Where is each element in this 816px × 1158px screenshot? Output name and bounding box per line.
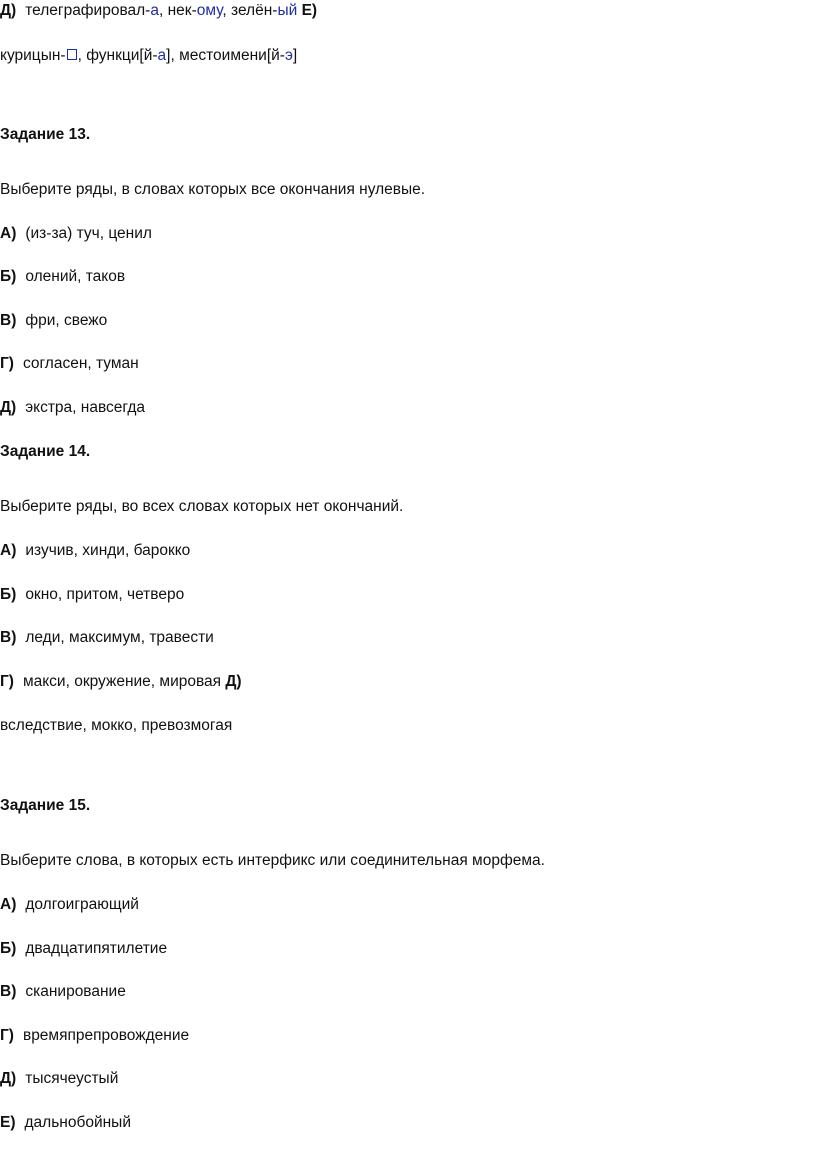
option-text: экстра, навсегда (25, 399, 146, 416)
option-text: согласен, туман (22, 355, 139, 372)
answer-line-d-e (0, 1, 317, 21)
option-label: Д) (0, 1070, 17, 1087)
option-text: дальнобойный (24, 1114, 131, 1131)
word-stem: зелён- (231, 2, 278, 19)
option-label: Г) (0, 673, 14, 690)
word-ending: ый (277, 2, 298, 19)
word-stem: телеграфировал- (25, 2, 151, 19)
option-text: сканирование (25, 983, 126, 1000)
task-14-question: Выберите ряды, во всех словах которых нет окончаний. (0, 498, 404, 515)
option-label: Е) (0, 1114, 16, 1131)
option-text: окно, притом, четверо (25, 586, 185, 603)
task-15-option-a (0, 895, 139, 915)
task-14-title: Задание 14. (0, 443, 91, 460)
word-stem: курицын- (0, 47, 66, 64)
task-15-option-v (0, 982, 126, 1002)
task-15-option-e (0, 1113, 131, 1133)
option-label: В) (0, 629, 17, 646)
word-stem: местоимени[й- (179, 47, 285, 64)
option-label: Г) (0, 1027, 14, 1044)
task-14-option-d (0, 716, 232, 736)
option-label: Д) (0, 399, 17, 416)
option-label: Б) (0, 940, 17, 957)
task-15-option-b (0, 939, 167, 959)
option-text: макси, окружение, мировая (22, 673, 222, 690)
option-label: Д) (225, 673, 242, 690)
task-13-title: Задание 13. (0, 126, 91, 143)
option-text: (из-за) туч, ценил (25, 225, 152, 242)
option-label: Г) (0, 355, 14, 372)
option-text: изучив, хинди, барокко (25, 542, 191, 559)
separator: , (77, 47, 87, 64)
separator: , (222, 2, 232, 19)
task-15-option-g (0, 1026, 189, 1046)
bracket: ] (292, 47, 298, 64)
option-text: вследствие, мокко, превозмогая (0, 717, 233, 734)
word-ending: э (284, 47, 293, 64)
word-ending: ому (196, 2, 223, 19)
answer-line-e-words (0, 46, 297, 66)
option-label: А) (0, 225, 17, 242)
task-13-question: Выберите ряды, в словах которых все окончания нулевые. (0, 181, 426, 198)
option-text: олений, таков (25, 268, 126, 285)
option-label: В) (0, 312, 17, 329)
option-text: леди, максимум, травести (25, 629, 214, 646)
task-15-option-d (0, 1069, 118, 1089)
task-14-option-v (0, 628, 214, 648)
word-ending: а (150, 2, 159, 19)
task-13-option-d (0, 398, 145, 418)
option-label: Е) (301, 2, 318, 19)
task-13-option-v (0, 311, 107, 331)
task-15-title: Задание 15. (0, 797, 91, 814)
task-14-option-a (0, 541, 190, 561)
task-13-option-g (0, 354, 139, 374)
word-ending: а (157, 47, 167, 64)
task-15-question: Выберите слова, в которых есть интерфикс или соединительная морфема. (0, 852, 545, 869)
task-13-option-a (0, 224, 152, 244)
option-label: Б) (0, 268, 17, 285)
word-stem: функци[й- (86, 47, 158, 64)
option-label: Д) (0, 2, 17, 19)
separator: , (158, 2, 168, 19)
option-text: фри, свежо (25, 312, 108, 329)
bracket: ] (166, 47, 171, 64)
option-text: долгоиграющий (25, 896, 139, 913)
zero-ending-icon (67, 49, 77, 60)
separator: , (170, 47, 180, 64)
option-label: А) (0, 896, 17, 913)
option-text: времяпрепровождение (22, 1027, 190, 1044)
task-14-option-g (0, 672, 242, 692)
word-stem: нек- (167, 2, 197, 19)
option-label: Б) (0, 586, 17, 603)
task-14-option-b (0, 585, 184, 605)
option-label: А) (0, 542, 17, 559)
task-13-option-b (0, 267, 125, 287)
option-text: двадцатипятилетие (25, 940, 168, 957)
option-text: тысячеустый (25, 1070, 119, 1087)
option-label: В) (0, 983, 17, 1000)
